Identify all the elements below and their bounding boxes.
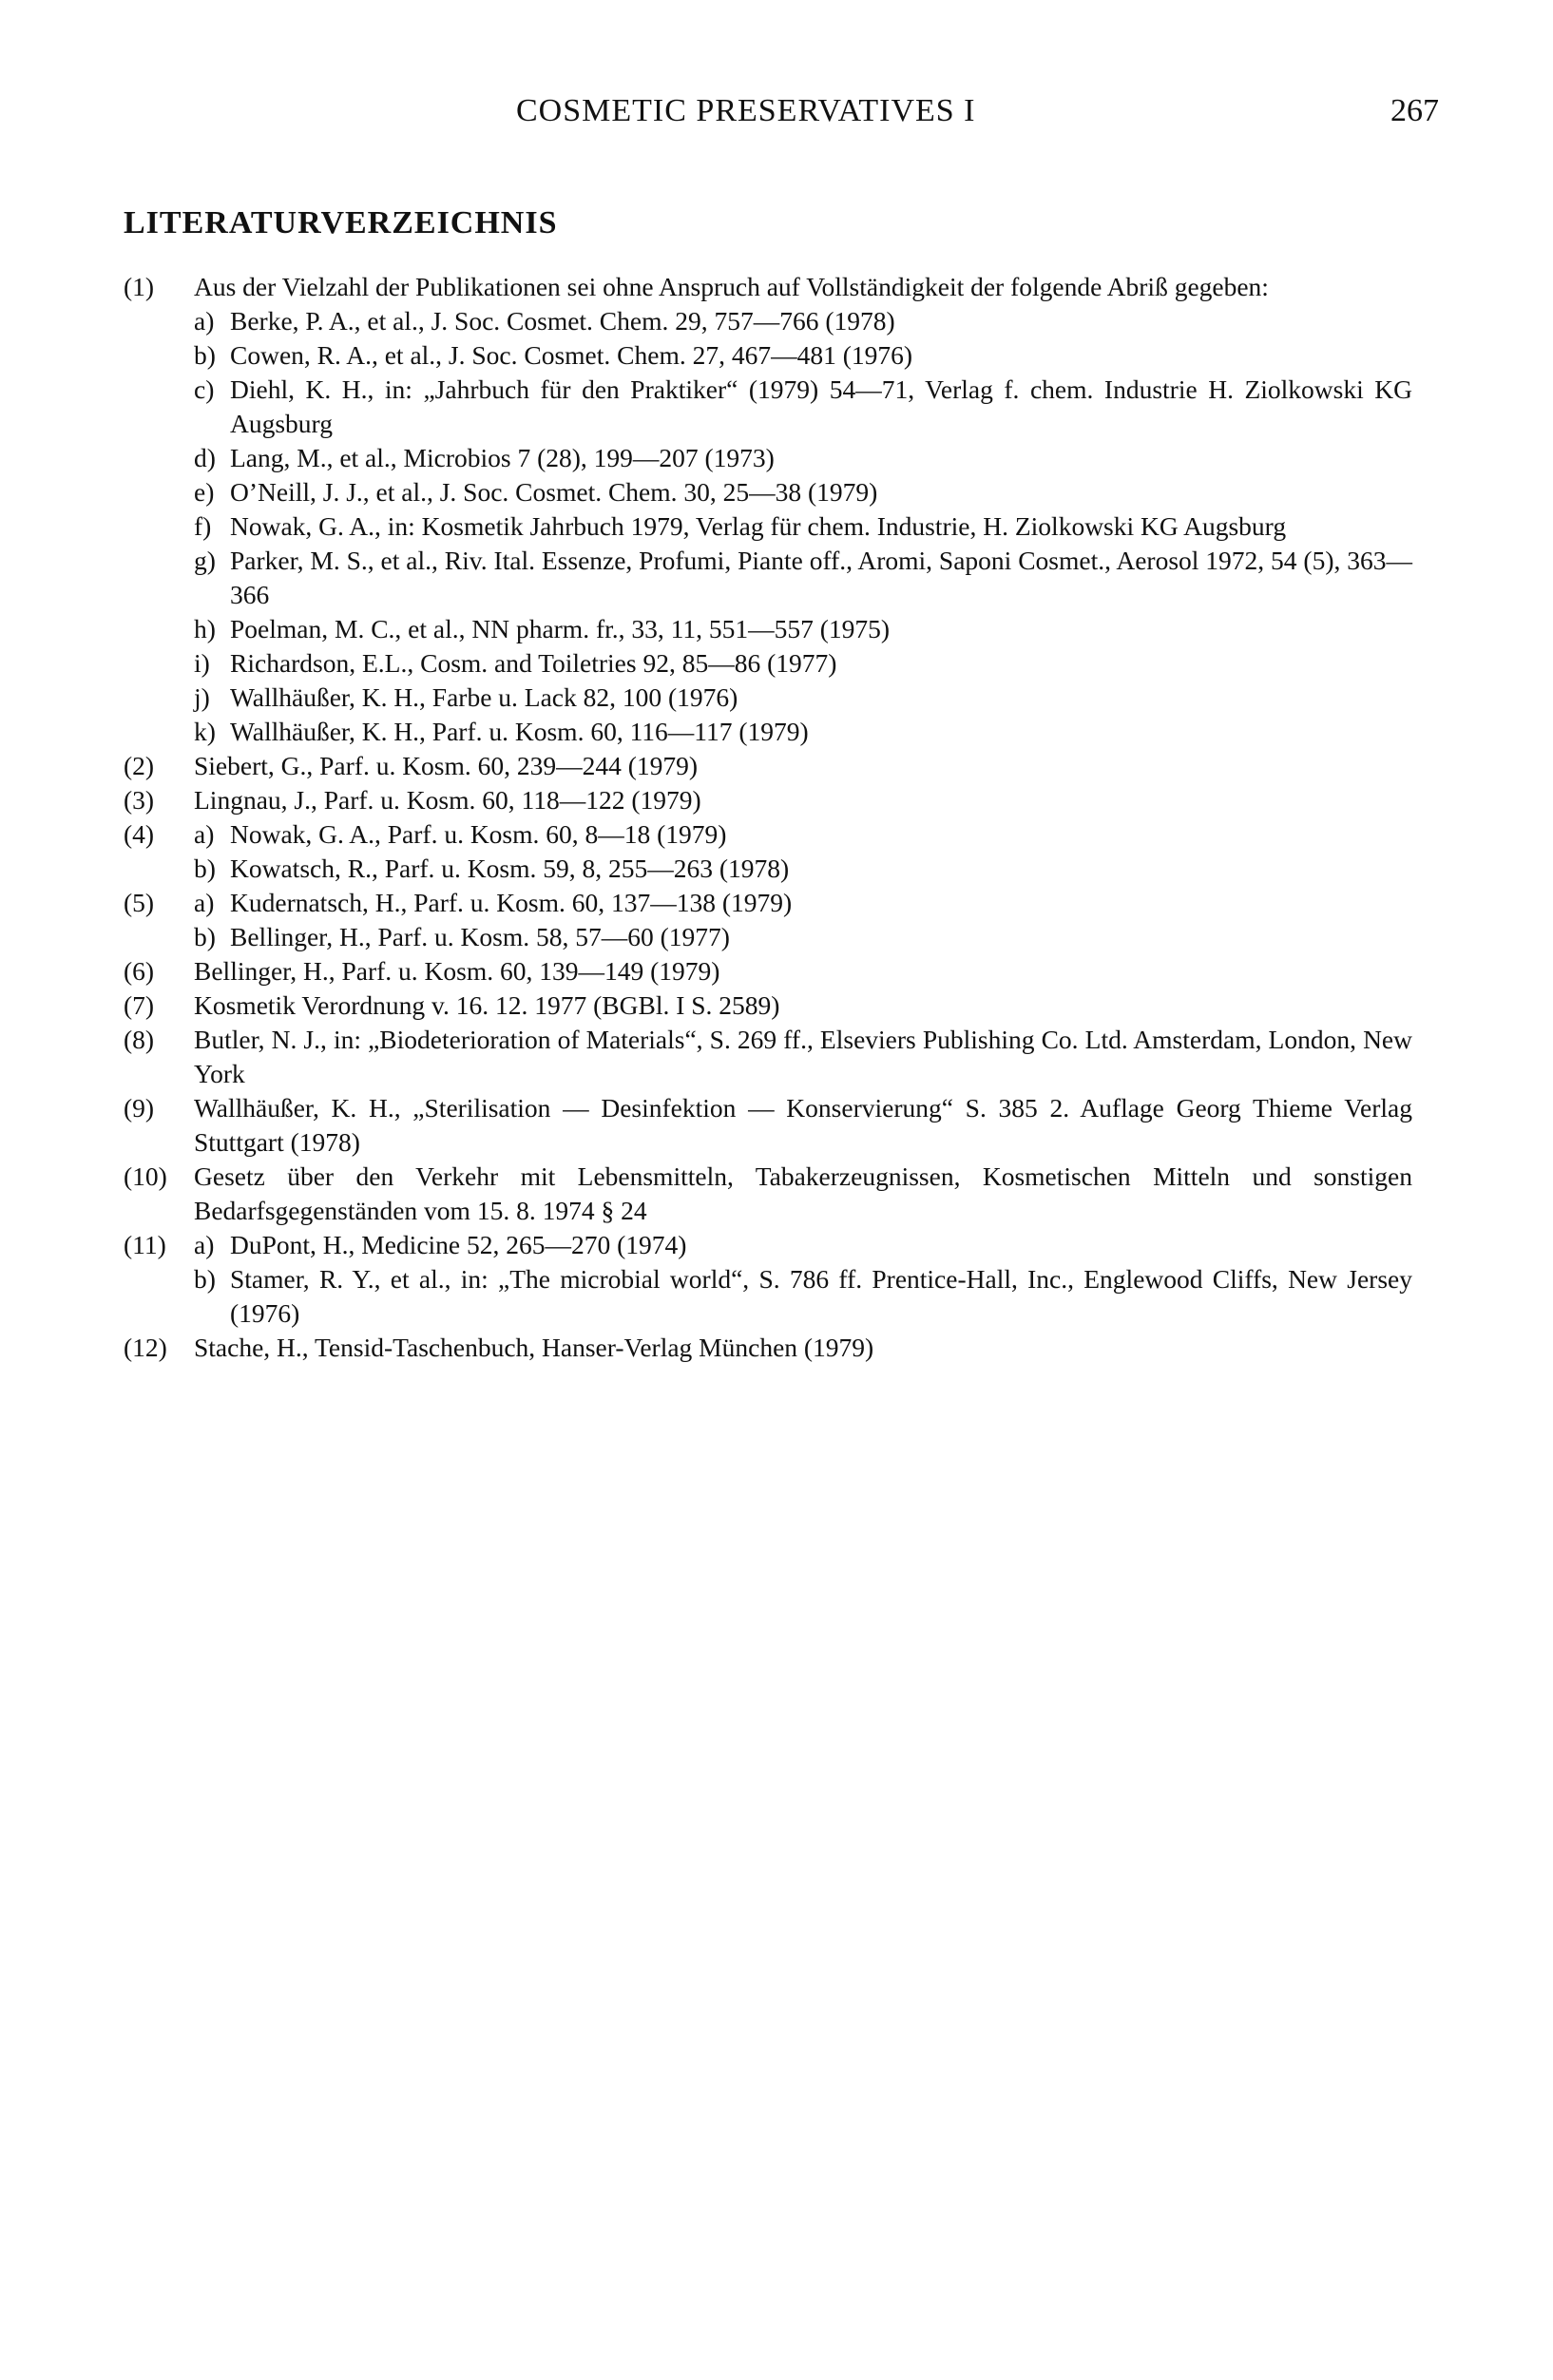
reference-item <box>124 749 1412 783</box>
sub-item <box>124 681 1412 715</box>
sub-label: d) <box>194 443 216 472</box>
sub-label: g) <box>194 546 216 575</box>
reference-text: Butler, N. J., in: „Biodeterioration of Materials“, S. 269 ff., Elseviers Publishing Co. Ltd. Amsterdam, London, New York <box>194 1025 1412 1088</box>
sub-item <box>124 612 1412 646</box>
reference-number: (7) <box>124 990 155 1020</box>
sub-item <box>124 646 1412 681</box>
reference-item <box>124 954 1412 988</box>
sub-item <box>124 373 1412 441</box>
sub-text: DuPont, H., Medicine 52, 265—270 (1974) <box>230 1230 687 1259</box>
sub-item <box>124 441 1412 475</box>
reference-item <box>124 817 1412 852</box>
reference-number: (1) <box>124 272 155 301</box>
sub-text: Parker, M. S., et al., Riv. Ital. Essenze, Profumi, Piante off., Aromi, Saponi Cosmet., Aerosol 1972, 54 (5), 363—366 <box>230 546 1412 609</box>
sub-text: Wallhäußer, K. H., Farbe u. Lack 82, 100 (1976) <box>230 682 738 712</box>
reference-text: Bellinger, H., Parf. u. Kosm. 60, 139—149 (1979) <box>194 956 720 986</box>
reference-item <box>124 1228 1412 1262</box>
sub-text: O’Neill, J. J., et al., J. Soc. Cosmet. Chem. 30, 25—38 (1979) <box>230 477 878 507</box>
sub-item <box>124 715 1412 749</box>
reference-text: Wallhäußer, K. H., „Sterilisation — Desinfektion — Konservierung“ S. 385 2. Auflage Georg Thieme Verlag Stuttgart (1978) <box>194 1093 1412 1157</box>
sub-item <box>124 1262 1412 1331</box>
sub-label: c) <box>194 374 215 404</box>
sub-text: Bellinger, H., Parf. u. Kosm. 58, 57—60 (1977) <box>230 922 730 951</box>
reference-item <box>124 783 1412 817</box>
reference-number: (5) <box>124 888 155 917</box>
sub-label: f) <box>194 511 212 541</box>
page-number: 267 <box>1390 93 1439 128</box>
sub-text: Stamer, R. Y., et al., in: „The microbial world“, S. 786 ff. Prentice-Hall, Inc., Englewood Cliffs, New Jersey (1976) <box>230 1264 1412 1328</box>
sub-item <box>124 338 1412 373</box>
reference-number: (8) <box>124 1025 155 1054</box>
sub-label: a) <box>194 888 215 917</box>
sub-label: j) <box>194 682 210 712</box>
reference-number: (6) <box>124 956 155 986</box>
reference-number: (4) <box>124 819 155 849</box>
reference-item <box>124 270 1412 304</box>
running-header <box>124 93 1439 150</box>
reference-list <box>124 270 1412 1365</box>
reference-number: (3) <box>124 785 155 815</box>
sub-label: k) <box>194 717 216 746</box>
reference-text: Gesetz über den Verkehr mit Lebensmitteln, Tabakerzeugnissen, Kosmetischen Mitteln und sonstigen Bedarfsgegenständen vom 15. 8. 1974 § 24 <box>194 1161 1412 1225</box>
sub-label: b) <box>194 340 216 370</box>
sub-item <box>124 509 1412 544</box>
reference-number: (12) <box>124 1333 167 1362</box>
reference-item <box>124 1160 1412 1228</box>
sub-label: a) <box>194 306 215 336</box>
reference-number: (10) <box>124 1161 167 1191</box>
sub-item <box>124 544 1412 612</box>
sub-label: h) <box>194 614 216 643</box>
sub-text: Richardson, E.L., Cosm. and Toiletries 92, 85—86 (1977) <box>230 648 837 678</box>
sub-text: Poelman, M. C., et al., NN pharm. fr., 33, 11, 551—557 (1975) <box>230 614 891 643</box>
sub-label: b) <box>194 1264 216 1294</box>
sub-label: b) <box>194 854 216 883</box>
reference-text: Stache, H., Tensid-Taschenbuch, Hanser-Verlag München (1979) <box>194 1333 874 1362</box>
sub-text: Nowak, G. A., in: Kosmetik Jahrbuch 1979, Verlag für chem. Industrie, H. Ziolkowski KG Augsburg <box>230 511 1287 541</box>
reference-text: Kosmetik Verordnung v. 16. 12. 1977 (BGBl. I S. 2589) <box>194 990 780 1020</box>
running-title: COSMETIC PRESERVATIVES I <box>516 93 976 128</box>
sub-text: Diehl, K. H., in: „Jahrbuch für den Praktiker“ (1979) 54—71, Verlag f. chem. Industrie H. Ziolkowski KG Augsburg <box>230 374 1412 438</box>
sub-label: a) <box>194 819 215 849</box>
reference-item <box>124 1091 1412 1160</box>
sub-text: Lang, M., et al., Microbios 7 (28), 199—207 (1973) <box>230 443 775 472</box>
sub-text: Cowen, R. A., et al., J. Soc. Cosmet. Chem. 27, 467—481 (1976) <box>230 340 913 370</box>
reference-text: Aus der Vielzahl der Publikationen sei ohne Anspruch auf Vollständigkeit der folgende Abriß gegeben: <box>194 272 1269 301</box>
reference-item <box>124 988 1412 1023</box>
sub-text: Kowatsch, R., Parf. u. Kosm. 59, 8, 255—263 (1978) <box>230 854 790 883</box>
sub-label: e) <box>194 477 215 507</box>
sub-label: a) <box>194 1230 215 1259</box>
sub-label: i) <box>194 648 210 678</box>
sub-text: Kudernatsch, H., Parf. u. Kosm. 60, 137—138 (1979) <box>230 888 793 917</box>
sub-item <box>124 852 1412 886</box>
reference-item <box>124 1331 1412 1365</box>
sub-label: b) <box>194 922 216 951</box>
reference-item <box>124 1023 1412 1091</box>
reference-text: Lingnau, J., Parf. u. Kosm. 60, 118—122 (1979) <box>194 785 701 815</box>
reference-number: (11) <box>124 1230 166 1259</box>
reference-number: (2) <box>124 751 155 780</box>
sub-item <box>124 304 1412 338</box>
reference-item <box>124 886 1412 920</box>
section-title: LITERATURVERZEICHNIS <box>124 205 558 240</box>
sub-text: Nowak, G. A., Parf. u. Kosm. 60, 8—18 (1979) <box>230 819 727 849</box>
sub-item <box>124 920 1412 954</box>
reference-text: Siebert, G., Parf. u. Kosm. 60, 239—244 (1979) <box>194 751 699 780</box>
sub-item <box>124 475 1412 509</box>
reference-number: (9) <box>124 1093 155 1123</box>
sub-text: Wallhäußer, K. H., Parf. u. Kosm. 60, 116—117 (1979) <box>230 717 809 746</box>
sub-text: Berke, P. A., et al., J. Soc. Cosmet. Chem. 29, 757—766 (1978) <box>230 306 895 336</box>
